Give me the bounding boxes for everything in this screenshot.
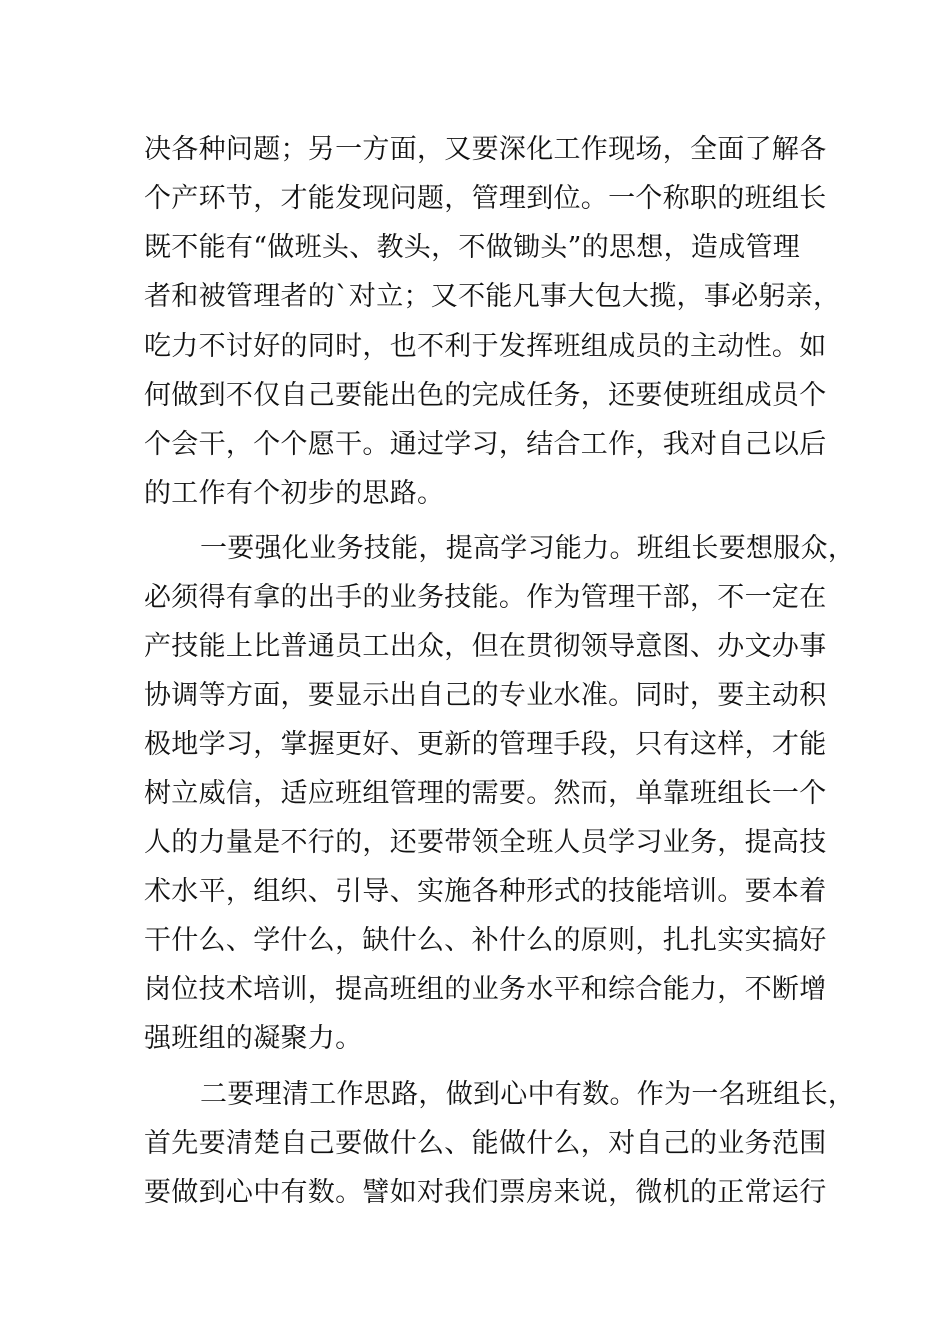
text-line: 个会干，个个愿干。通过学习，结合工作，我对自己以后	[144, 429, 827, 460]
text-line: 岗位技术培训，提高班组的业务水平和综合能力，不断增	[144, 974, 827, 1005]
text-line: 者和被管理者的`对立；又不能凡事大包大揽，事必躬亲，	[144, 281, 841, 312]
text-line: 的工作有个初步的思路。	[144, 478, 445, 509]
text-line: 何做到不仅自己要能出色的完成任务，还要使班组成员个	[144, 380, 827, 411]
text-line: 决各种问题；另一方面，又要深化工作现场，全面了解各	[144, 134, 827, 165]
paragraph-first-line: 一要强化业务技能，提高学习能力。班组长要想服众，	[200, 533, 856, 564]
text-line: 首先要清楚自己要做什么、能做什么，对自己的业务范围	[144, 1128, 827, 1159]
text-line: 极地学习，掌握更好、更新的管理手段，只有这样，才能	[144, 729, 827, 760]
paragraph-first-line: 二要理清工作思路，做到心中有数。作为一名班组长，	[200, 1079, 856, 1110]
text-line: 要做到心中有数。譬如对我们票房来说，微机的正常运行	[144, 1177, 827, 1208]
text-line: 树立威信，适应班组管理的需要。然而，单靠班组长一个	[144, 778, 827, 809]
text-line: 干什么、学什么，缺什么、补什么的原则，扎扎实实搞好	[144, 925, 827, 956]
text-line: 协调等方面，要显示出自己的专业水准。同时，要主动积	[144, 680, 827, 711]
text-line: 既不能有“做班头、教头，不做锄头”的思想，造成管理	[144, 232, 801, 263]
text-line: 必须得有拿的出手的业务技能。作为管理干部，不一定在	[144, 582, 827, 613]
text-line: 产技能上比普通员工出众，但在贯彻领导意图、办文办事	[144, 631, 827, 662]
text-line: 术水平，组织、引导、实施各种形式的技能培训。要本着	[144, 876, 827, 907]
text-line: 强班组的凝聚力。	[144, 1023, 363, 1054]
text-line: 吃力不讨好的同时，也不利于发挥班组成员的主动性。如	[144, 331, 827, 362]
text-line: 个产环节，才能发现问题，管理到位。一个称职的班组长	[144, 183, 827, 214]
text-line: 人的力量是不行的，还要带领全班人员学习业务，提高技	[144, 827, 827, 858]
